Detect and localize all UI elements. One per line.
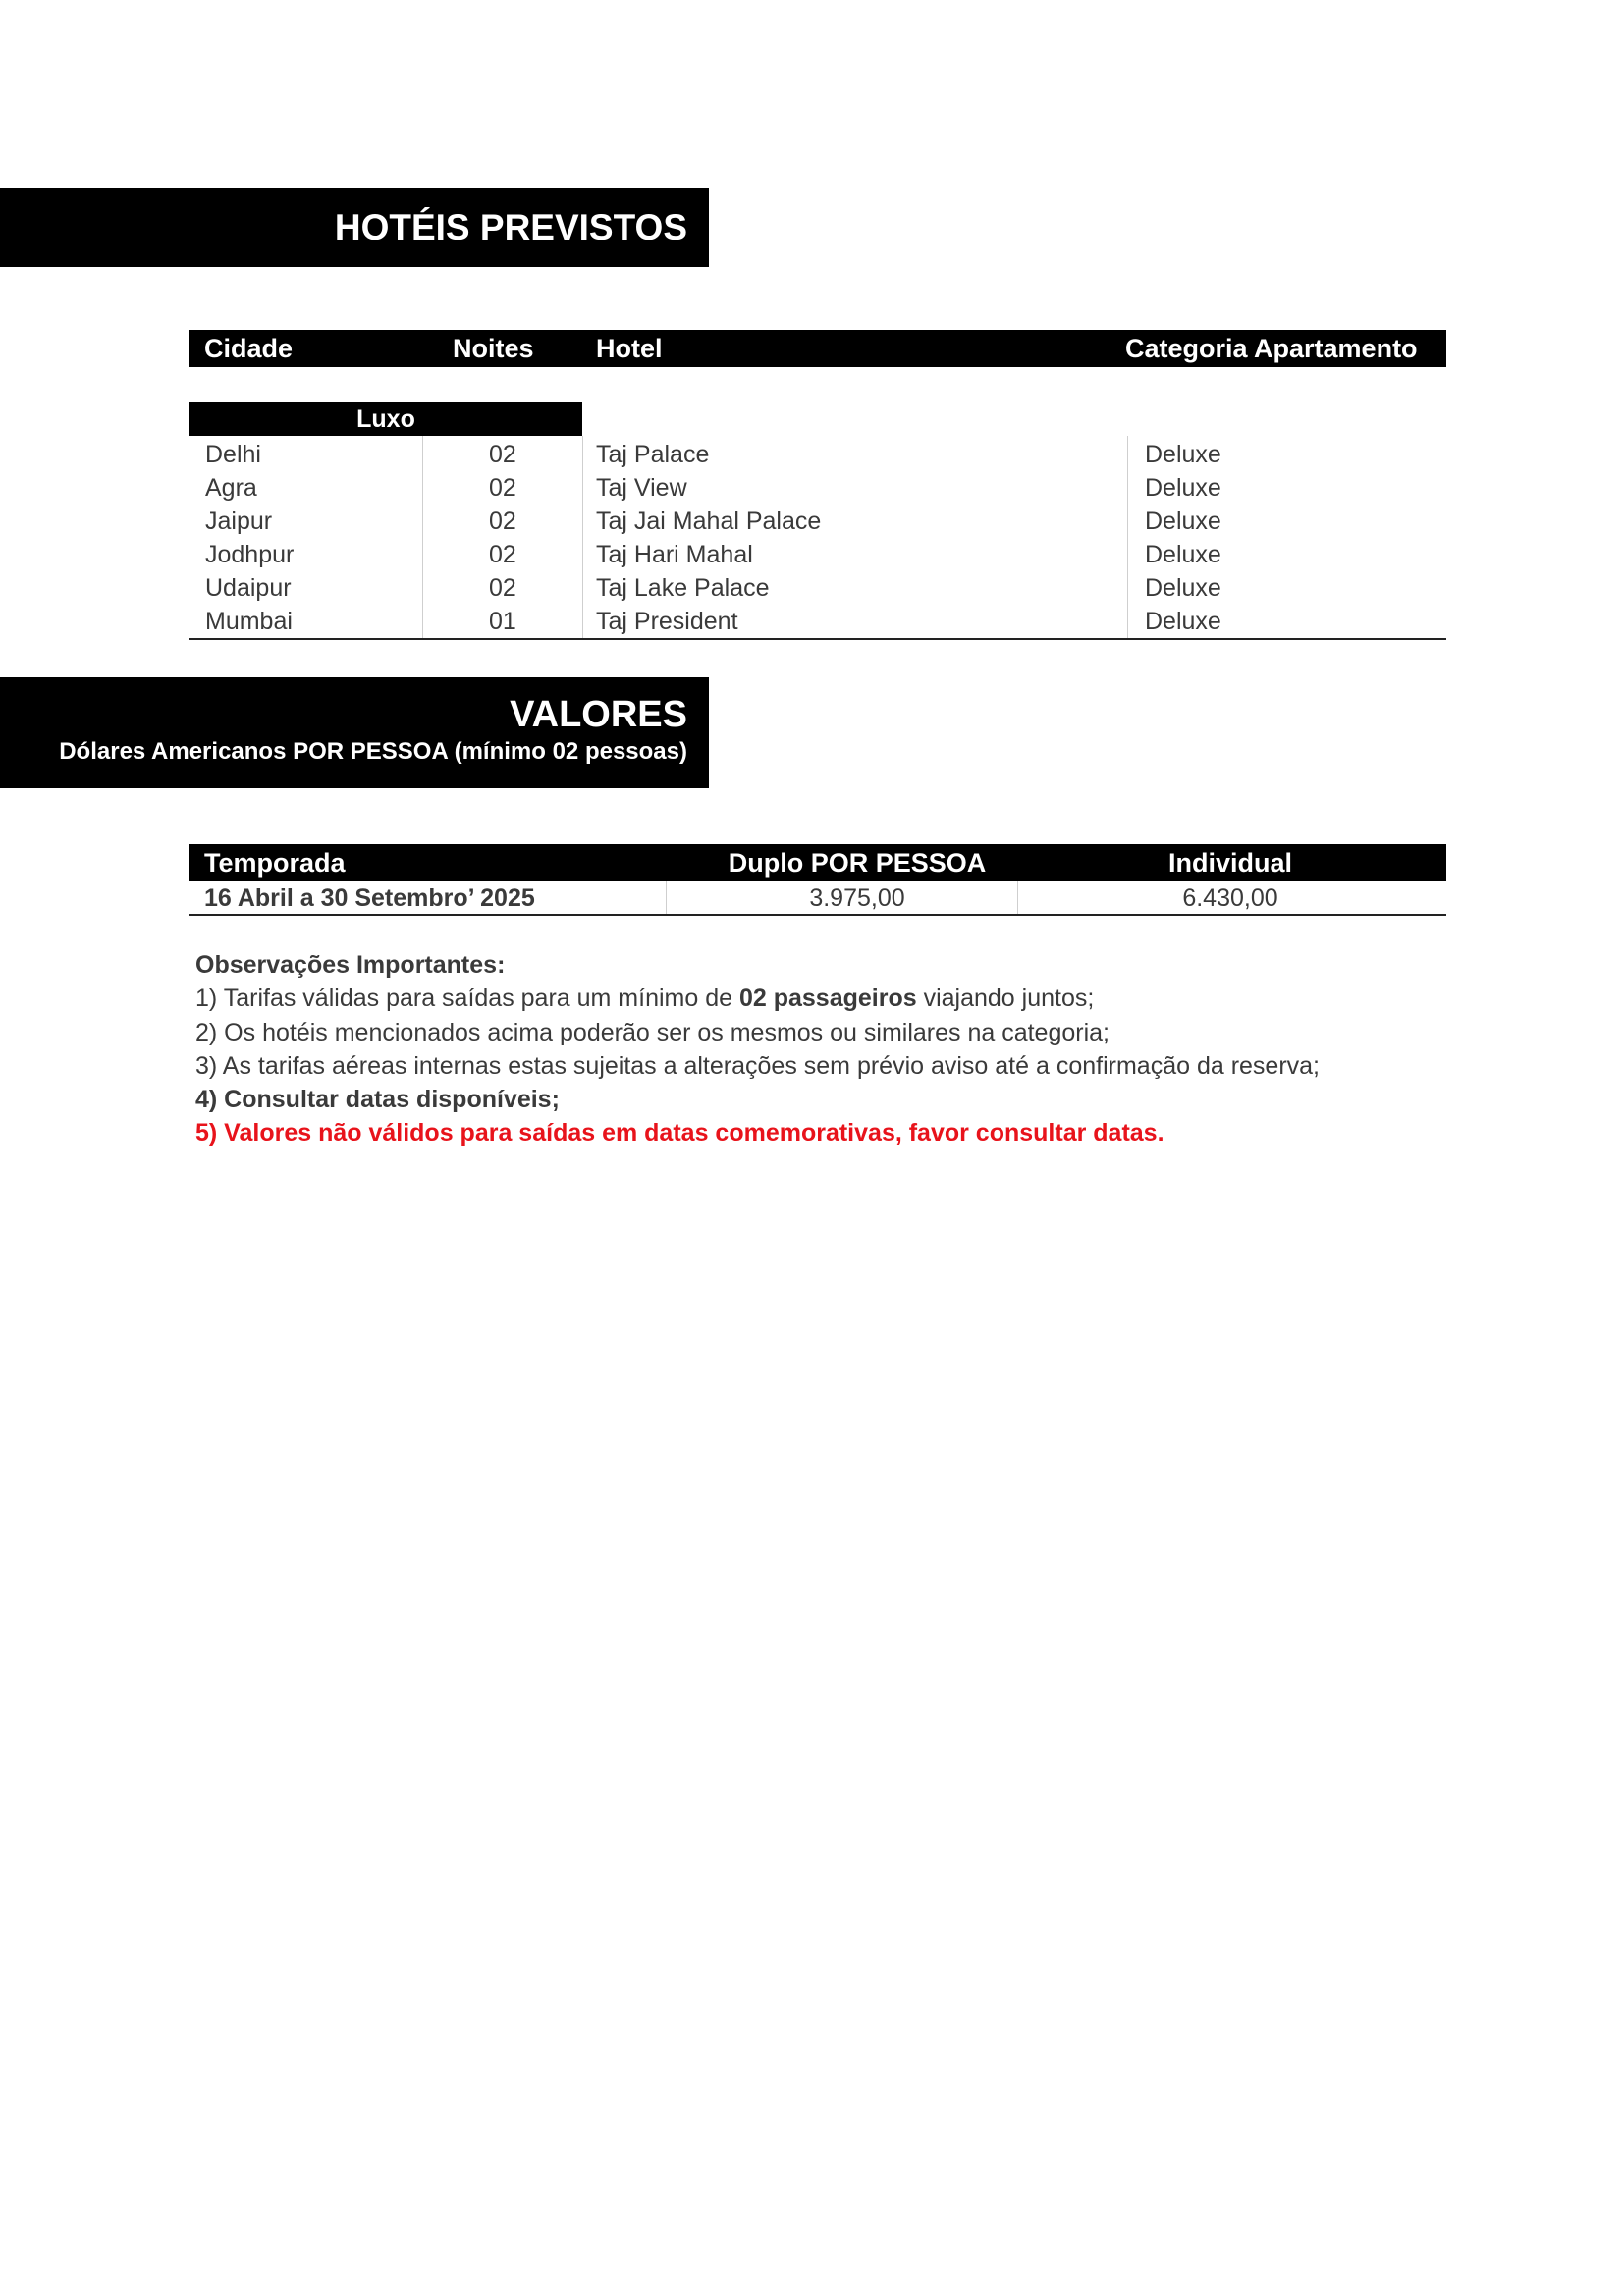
cell-city: Agra	[205, 474, 257, 502]
note-4: 4) Consultar datas disponíveis;	[195, 1086, 560, 1114]
values-table-header	[189, 844, 1446, 881]
cell-category: Deluxe	[1145, 507, 1221, 535]
note-3: 3) As tarifas aéreas internas estas sujeitas a alterações sem prévio aviso até a confirmação da reserva;	[195, 1051, 1321, 1080]
column-header-nights: Noites	[453, 334, 534, 363]
column-header-city: Cidade	[204, 334, 294, 363]
table-row	[189, 471, 1446, 505]
cell-city: Jaipur	[205, 507, 273, 535]
cell-season: 16 Abril a 30 Setembro’ 2025	[204, 884, 535, 912]
hotels-section-banner	[0, 188, 709, 267]
cell-hotel: Taj Jai Mahal Palace	[596, 507, 822, 535]
cell-hotel: Taj Palace	[596, 441, 710, 468]
cell-hotel: Taj President	[596, 608, 738, 635]
hotels-section-title: HOTÉIS PREVISTOS	[334, 207, 687, 247]
cell-category: Deluxe	[1145, 608, 1221, 635]
cell-nights: 02	[489, 441, 516, 468]
note-1-text: 1) Tarifas válidas para saídas para um mínimo de	[195, 985, 739, 1013]
notes-heading: Observações Importantes:	[195, 951, 506, 979]
cell-category: Deluxe	[1145, 541, 1221, 568]
cell-nights: 02	[489, 474, 516, 502]
cell-nights: 02	[489, 574, 516, 602]
cell-single-price: 6.430,00	[1182, 884, 1278, 912]
cell-city: Jodhpur	[205, 541, 295, 568]
cell-category: Deluxe	[1145, 474, 1221, 502]
note-1	[195, 982, 1550, 1015]
cell-nights: 02	[489, 541, 516, 568]
column-header-single: Individual	[1167, 848, 1292, 878]
cell-hotel: Taj Lake Palace	[596, 574, 770, 602]
cell-nights: 02	[489, 507, 516, 535]
important-notes	[195, 948, 1550, 1150]
cell-city: Udaipur	[205, 574, 292, 602]
table-row	[189, 438, 1446, 471]
cell-nights: 01	[489, 608, 516, 635]
column-header-hotel: Hotel	[596, 334, 663, 363]
table-bottom-rule	[189, 914, 1446, 916]
table-row	[189, 881, 1446, 915]
values-section-banner	[0, 677, 709, 788]
cell-hotel: Taj Hari Mahal	[596, 541, 753, 568]
hotels-table-header	[189, 330, 1446, 367]
cell-city: Mumbai	[205, 608, 293, 635]
table-row	[189, 605, 1446, 638]
column-header-double: Duplo POR PESSOA	[728, 848, 987, 878]
cell-category: Deluxe	[1145, 441, 1221, 468]
table-row	[189, 505, 1446, 538]
cell-double-price: 3.975,00	[809, 884, 905, 912]
note-5-warning: 5) Valores não válidos para saídas em datas comemorativas, favor consultar datas.	[195, 1119, 1164, 1148]
note-1-bold: 02 passageiros	[738, 985, 917, 1013]
table-row	[189, 538, 1446, 571]
column-header-category: Categoria Apartamento	[1125, 334, 1418, 363]
cell-category: Deluxe	[1145, 574, 1221, 602]
note-2: 2) Os hotéis mencionados acima poderão ser os mesmos ou similares na categoria;	[195, 1018, 1110, 1046]
values-section-title: VALORES	[510, 694, 687, 735]
hotel-group-label: Luxo	[189, 402, 582, 436]
cell-city: Delhi	[205, 441, 261, 468]
column-header-season: Temporada	[204, 848, 346, 878]
table-bottom-rule	[189, 638, 1446, 640]
note-1-text-end: viajando juntos;	[916, 985, 1095, 1013]
values-section-subtitle: Dólares Americanos POR PESSOA (mínimo 02 pessoas)	[59, 738, 687, 765]
table-row	[189, 571, 1446, 605]
cell-hotel: Taj View	[596, 474, 687, 502]
